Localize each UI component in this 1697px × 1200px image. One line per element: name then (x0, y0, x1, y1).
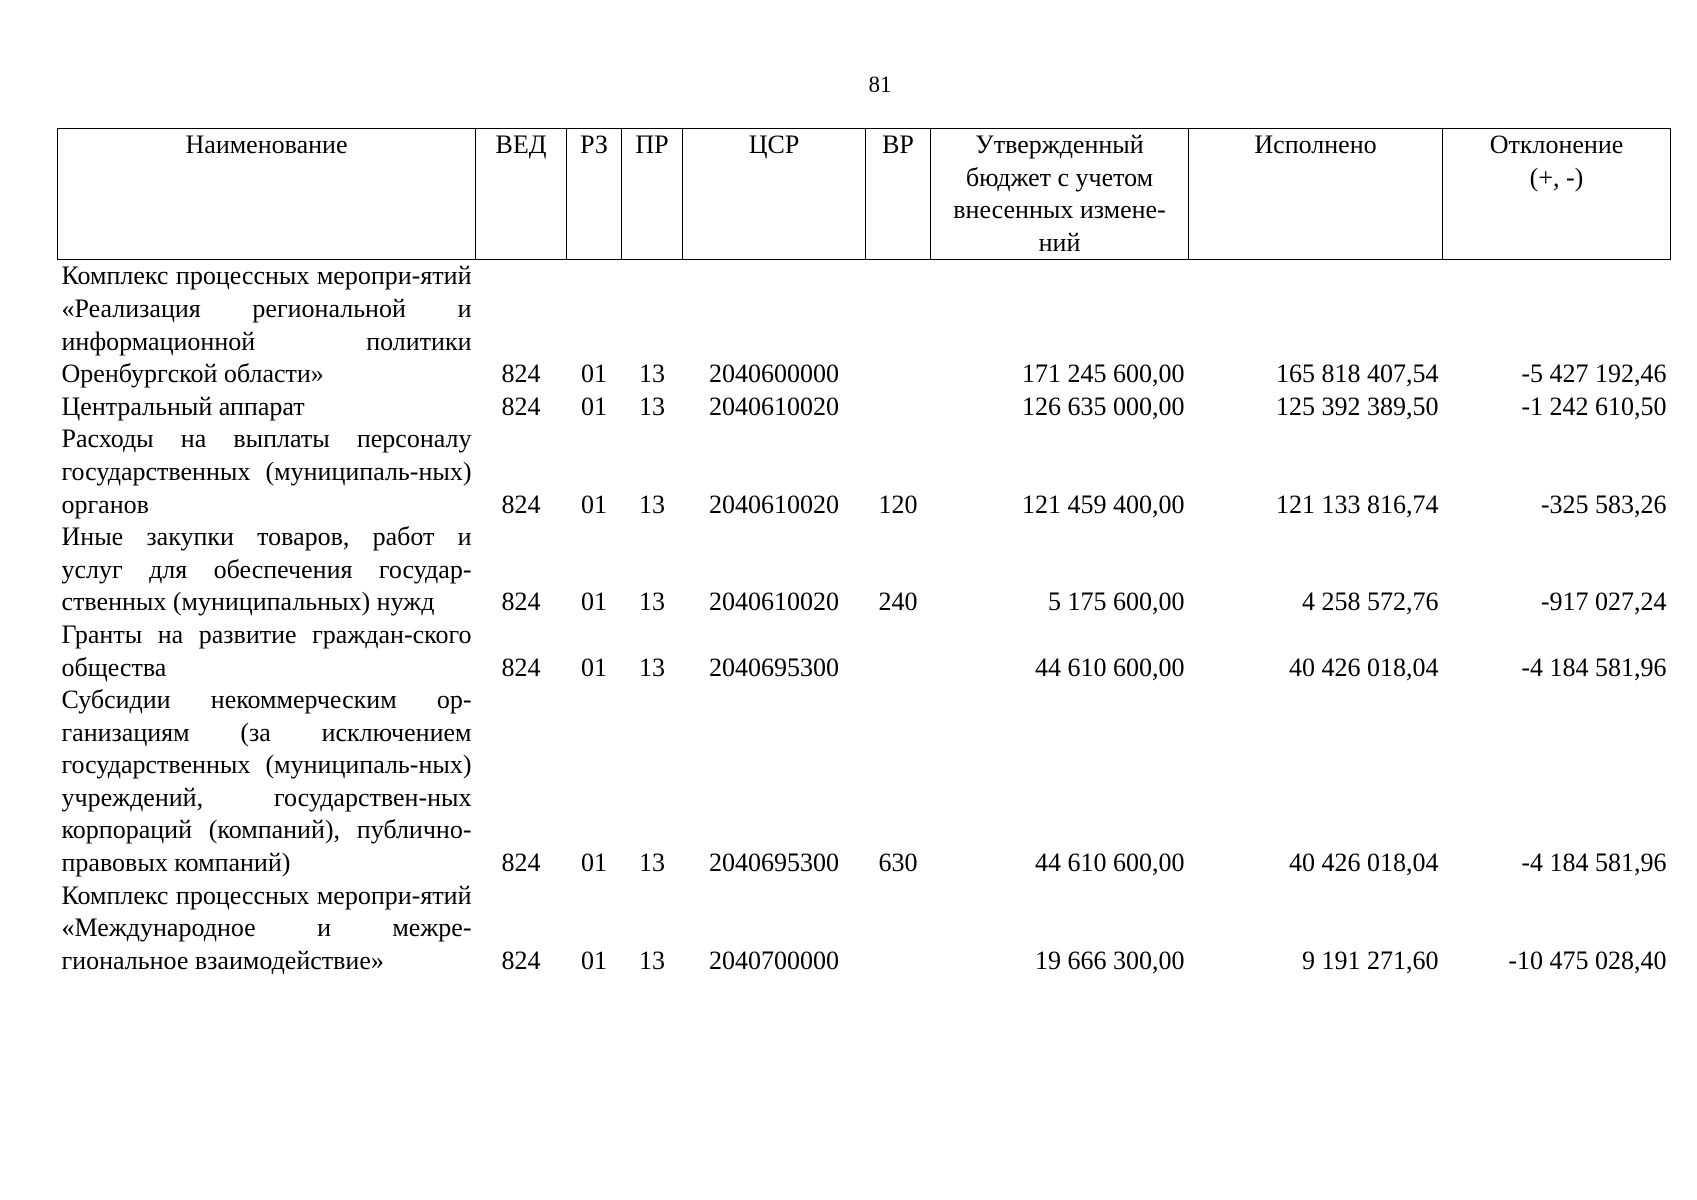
row-executed: 40 426 018,04 (1289, 652, 1439, 682)
row-deviation: -5 427 192,46 (1521, 359, 1667, 389)
header-executed: Исполнено (1189, 129, 1443, 260)
row-csr: 2040700000 (709, 945, 839, 975)
row-pr: 13 (639, 587, 665, 617)
row-name: Гранты на развитие граждан-ского общества (61, 619, 472, 682)
row-approved: 5 175 600,00 (1048, 587, 1185, 617)
table-row (58, 521, 1671, 619)
row-ved: 824 (501, 359, 541, 389)
row-name: Иные закупки товаров, работ и услуг для обеспечения государ-ственных (муниципальных) нужд (61, 522, 472, 617)
row-pr: 13 (639, 945, 665, 975)
row-executed: 40 426 018,04 (1289, 848, 1439, 878)
row-deviation: -325 583,26 (1540, 489, 1667, 519)
row-pr: 13 (639, 848, 665, 878)
row-approved: 19 666 300,00 (1035, 945, 1185, 975)
row-ved: 824 (501, 391, 541, 421)
header-pr: ПР (622, 129, 683, 260)
row-vr (866, 619, 931, 684)
row-deviation: -1 242 610,50 (1521, 391, 1667, 421)
row-pr: 13 (639, 391, 665, 421)
row-rz: 01 (581, 587, 607, 617)
row-name: Центральный аппарат (61, 391, 305, 421)
row-vr: 240 (878, 587, 918, 617)
row-vr (866, 260, 931, 391)
row-approved: 121 459 400,00 (1022, 489, 1185, 519)
row-deviation: -917 027,24 (1540, 587, 1667, 617)
table-row (58, 391, 1671, 424)
row-approved: 44 610 600,00 (1035, 848, 1185, 878)
page-number: 81 (868, 72, 892, 97)
row-ved: 824 (501, 587, 541, 617)
table-row (58, 423, 1671, 521)
row-name: Субсидии некоммерческим ор-ганизациям (за исключением государственных (муниципаль-ных) учреждений, государствен-ных корпораций (компаний), публично-правовых компаний) (61, 685, 472, 878)
row-name: Комплекс процессных меропри-ятий «Международное и межре-гиональное взаимодействие» (61, 880, 472, 975)
row-name: Комплекс процессных меропри-ятий «Реализация региональной и информационной политики Оренбургской области» (61, 261, 472, 389)
row-vr (866, 391, 931, 424)
row-csr: 2040600000 (709, 359, 839, 389)
row-vr: 120 (878, 489, 918, 519)
table-row (58, 619, 1671, 684)
row-pr: 13 (639, 652, 665, 682)
row-approved: 126 635 000,00 (1022, 391, 1185, 421)
table-row (58, 880, 1671, 978)
table-row (58, 260, 1671, 391)
row-csr: 2040610020 (709, 489, 839, 519)
row-csr: 2040610020 (709, 587, 839, 617)
header-csr: ЦСР (683, 129, 866, 260)
row-executed: 121 133 816,74 (1276, 489, 1439, 519)
row-vr (866, 880, 931, 978)
row-deviation: -4 184 581,96 (1521, 652, 1667, 682)
table-header-row (58, 129, 1671, 260)
row-ved: 824 (501, 848, 541, 878)
header-rz: РЗ (567, 129, 622, 260)
row-rz: 01 (581, 391, 607, 421)
row-executed: 125 392 389,50 (1276, 391, 1439, 421)
header-vr: ВР (866, 129, 931, 260)
row-pr: 13 (639, 359, 665, 389)
row-rz: 01 (581, 489, 607, 519)
row-approved: 44 610 600,00 (1035, 652, 1185, 682)
row-rz: 01 (581, 945, 607, 975)
row-ved: 824 (501, 489, 541, 519)
row-csr: 2040695300 (709, 848, 839, 878)
row-csr: 2040610020 (709, 391, 839, 421)
header-deviation: Отклонение (+, -) (1443, 129, 1671, 260)
row-name: Расходы на выплаты персоналу государственных (муниципаль-ных) органов (61, 424, 472, 519)
row-executed: 9 191 271,60 (1302, 945, 1439, 975)
header-approved: Утвержденный бюджет с учетом внесенных измене-ний (931, 129, 1189, 260)
row-ved: 824 (501, 945, 541, 975)
row-approved: 171 245 600,00 (1022, 359, 1185, 389)
row-deviation: -10 475 028,40 (1508, 945, 1667, 975)
row-executed: 165 818 407,54 (1276, 359, 1439, 389)
row-rz: 01 (581, 652, 607, 682)
table-row (58, 684, 1671, 880)
row-deviation: -4 184 581,96 (1521, 848, 1667, 878)
row-pr: 13 (639, 489, 665, 519)
header-name: Наименование (58, 129, 476, 260)
row-rz: 01 (581, 848, 607, 878)
row-vr: 630 (878, 848, 918, 878)
budget-table (57, 128, 1671, 977)
row-rz: 01 (581, 359, 607, 389)
header-ved: ВЕД (476, 129, 567, 260)
row-csr: 2040695300 (709, 652, 839, 682)
row-ved: 824 (501, 652, 541, 682)
row-executed: 4 258 572,76 (1302, 587, 1439, 617)
